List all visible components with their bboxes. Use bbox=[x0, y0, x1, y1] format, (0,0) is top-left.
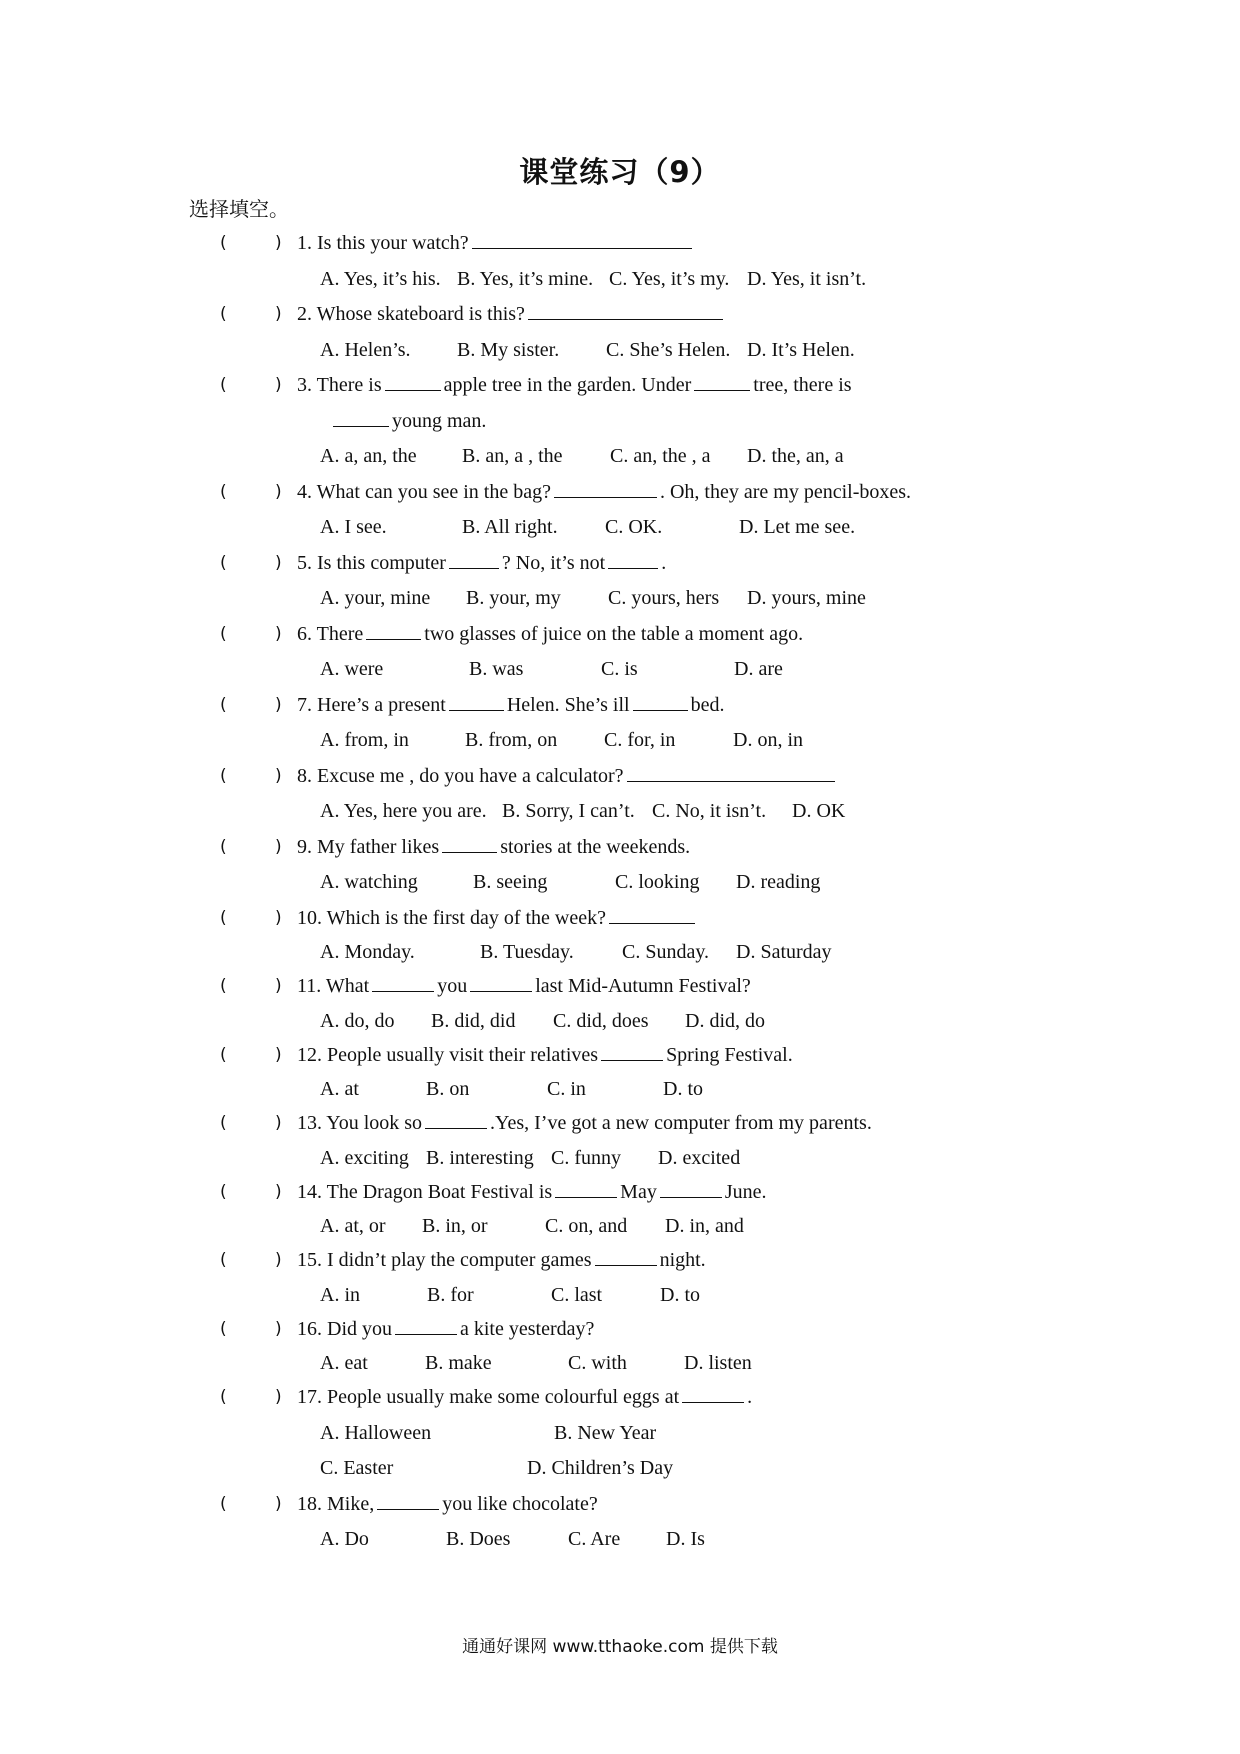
option-d: D. OK bbox=[792, 800, 846, 822]
question-text-segment: 10. Which is the first day of the week? bbox=[297, 906, 606, 929]
question-line bbox=[0, 617, 1240, 653]
option-b: B. an, a , the bbox=[462, 445, 563, 467]
answer-blank bbox=[528, 301, 723, 320]
page-footer: 通通好课网 www.tthaoke.com 提供下载 bbox=[462, 1637, 778, 1657]
question-continuation-line bbox=[0, 404, 1240, 440]
answer-paren-open[interactable]: ( bbox=[220, 976, 227, 996]
option-row bbox=[0, 1005, 1240, 1038]
option-c: C. Sunday. bbox=[622, 941, 710, 963]
question-text bbox=[297, 1243, 706, 1279]
question-text-segment: stories at the weekends. bbox=[500, 835, 691, 858]
answer-blank bbox=[472, 230, 692, 249]
question-text bbox=[297, 1312, 594, 1348]
option-b: B. in, or bbox=[422, 1215, 488, 1237]
option-a: A. your, mine bbox=[320, 587, 431, 609]
option-row bbox=[0, 1279, 1240, 1312]
answer-paren-close: ) bbox=[275, 623, 282, 644]
answer-paren-open[interactable]: ( bbox=[220, 1250, 227, 1270]
answer-paren-close: ) bbox=[275, 694, 282, 715]
question-text-segment: 1. Is this your watch? bbox=[297, 232, 469, 254]
answer-paren-close: ) bbox=[275, 907, 282, 928]
question-text-segment: 11. What bbox=[297, 975, 370, 997]
answer-paren-open[interactable]: ( bbox=[220, 1044, 227, 1065]
question-text-segment: last Mid-Autumn Festival? bbox=[535, 975, 751, 997]
question-text-segment: Spring Festival. bbox=[666, 1043, 793, 1066]
option-b: B. Sorry, I can’t. bbox=[502, 800, 635, 822]
option-b: B. make bbox=[425, 1352, 492, 1374]
question-text-segment: 3. There is bbox=[297, 374, 382, 396]
option-b: B. All right. bbox=[462, 516, 558, 538]
answer-paren-close: ) bbox=[275, 1493, 282, 1514]
answer-paren-close: ) bbox=[275, 1181, 282, 1202]
answer-paren-open[interactable]: ( bbox=[220, 375, 227, 395]
option-d: D. are bbox=[734, 658, 783, 680]
option-b: B. Does bbox=[446, 1528, 511, 1550]
question-text-segment: 17. People usually make some colourful eggs at bbox=[297, 1386, 680, 1408]
question-text-segment: 18. Mike, bbox=[297, 1492, 375, 1515]
question-text bbox=[297, 901, 698, 937]
option-d: D. Children’s Day bbox=[527, 1457, 674, 1479]
instruction-text: 选择填空。 bbox=[189, 197, 289, 221]
option-a: A. at bbox=[320, 1078, 359, 1100]
answer-paren-close: ) bbox=[275, 375, 282, 395]
option-d: D. the, an, a bbox=[747, 445, 844, 467]
answer-paren-close: ) bbox=[275, 481, 282, 502]
option-c: C. Yes, it’s my. bbox=[609, 267, 730, 290]
question-text-segment: 5. Is this computer bbox=[297, 551, 446, 574]
option-b: B. your, my bbox=[466, 587, 561, 609]
answer-paren-open[interactable]: ( bbox=[220, 1387, 227, 1407]
answer-paren-close: ) bbox=[275, 552, 282, 573]
option-b: B. Yes, it’s mine. bbox=[457, 267, 594, 290]
question-line bbox=[0, 475, 1240, 511]
option-row bbox=[0, 1416, 1240, 1452]
question-text-segment: tree, there is bbox=[753, 374, 852, 396]
option-b: B. My sister. bbox=[457, 338, 560, 361]
question-text bbox=[297, 546, 666, 582]
question-line bbox=[0, 759, 1240, 795]
question-text bbox=[297, 1487, 598, 1523]
question-text bbox=[297, 297, 726, 333]
answer-blank bbox=[377, 1491, 439, 1510]
answer-blank bbox=[449, 550, 499, 569]
option-a: A. from, in bbox=[320, 729, 409, 751]
question-line bbox=[0, 1038, 1240, 1074]
answer-paren-open[interactable]: ( bbox=[220, 836, 227, 857]
answer-blank bbox=[608, 550, 658, 569]
option-a: A. exciting bbox=[320, 1146, 409, 1169]
question-line bbox=[0, 297, 1240, 333]
option-a: A. Yes, it’s his. bbox=[320, 267, 441, 290]
question-list bbox=[0, 226, 1240, 1558]
option-d: D. listen bbox=[684, 1352, 752, 1374]
answer-blank bbox=[554, 479, 657, 498]
question-text bbox=[297, 1175, 767, 1211]
option-d: D. Let me see. bbox=[739, 516, 856, 538]
question-text bbox=[297, 969, 751, 1005]
question-text-segment: 13. You look so bbox=[297, 1112, 423, 1134]
option-d: D. Saturday bbox=[736, 941, 832, 963]
question-line bbox=[0, 969, 1240, 1005]
option-c: C. Are bbox=[568, 1528, 621, 1550]
option-d: D. excited bbox=[658, 1146, 741, 1169]
question-line bbox=[0, 1312, 1240, 1348]
option-c: C. She’s Helen. bbox=[606, 338, 731, 361]
option-row bbox=[0, 723, 1240, 759]
answer-paren-open[interactable]: ( bbox=[220, 1493, 227, 1514]
option-a: A. eat bbox=[320, 1352, 368, 1374]
question-text-segment: . bbox=[747, 1386, 753, 1408]
option-d: D. did, do bbox=[685, 1009, 765, 1032]
option-d: D. Is bbox=[666, 1528, 705, 1550]
option-a: A. Monday. bbox=[320, 941, 415, 963]
question-text-segment: 7. Here’s a present bbox=[297, 693, 446, 716]
question-text-segment: young man. bbox=[392, 409, 487, 432]
option-d: D. to bbox=[663, 1078, 703, 1100]
option-a: A. do, do bbox=[320, 1009, 395, 1032]
option-row bbox=[0, 1142, 1240, 1175]
option-row bbox=[0, 652, 1240, 688]
question-line bbox=[0, 1243, 1240, 1279]
answer-paren-close: ) bbox=[275, 1387, 282, 1407]
option-row bbox=[0, 439, 1240, 475]
question-text-segment: May bbox=[620, 1180, 657, 1203]
option-d: D. Yes, it isn’t. bbox=[747, 267, 867, 290]
option-a: A. Yes, here you are. bbox=[320, 800, 487, 822]
option-c: C. is bbox=[601, 658, 638, 680]
question-line bbox=[0, 1380, 1240, 1416]
option-c: C. yours, hers bbox=[608, 587, 720, 609]
option-row bbox=[0, 1210, 1240, 1243]
answer-paren-open[interactable]: ( bbox=[220, 233, 227, 253]
option-row bbox=[0, 1073, 1240, 1106]
answer-blank bbox=[694, 372, 750, 391]
answer-paren-open[interactable]: ( bbox=[220, 1113, 227, 1133]
question-text bbox=[297, 475, 911, 511]
option-row bbox=[0, 333, 1240, 369]
question-text-segment: June. bbox=[724, 1180, 767, 1203]
answer-blank bbox=[609, 905, 695, 924]
option-a: A. at, or bbox=[320, 1215, 386, 1237]
answer-paren-open[interactable]: ( bbox=[220, 1318, 227, 1339]
option-row bbox=[0, 936, 1240, 969]
option-b: B. was bbox=[469, 658, 524, 680]
question-text-segment: Helen. She’s ill bbox=[506, 693, 630, 716]
answer-blank bbox=[372, 973, 434, 992]
option-a: A. Halloween bbox=[320, 1421, 432, 1444]
question-line bbox=[0, 1106, 1240, 1142]
answer-paren-open[interactable]: ( bbox=[220, 1181, 227, 1202]
option-row bbox=[0, 1522, 1240, 1558]
question-text bbox=[297, 1038, 793, 1074]
answer-paren-open[interactable]: ( bbox=[220, 304, 227, 324]
option-b: B. for bbox=[427, 1283, 474, 1306]
question-text-segment: .Yes, I’ve got a new computer from my parents. bbox=[490, 1112, 872, 1134]
answer-blank bbox=[601, 1042, 663, 1061]
answer-blank bbox=[425, 1110, 487, 1129]
option-a: A. Do bbox=[320, 1528, 369, 1550]
option-d: D. to bbox=[660, 1283, 700, 1306]
option-row bbox=[0, 581, 1240, 617]
answer-paren-open[interactable]: ( bbox=[220, 694, 227, 715]
option-c: C. for, in bbox=[604, 729, 676, 751]
answer-paren-close: ) bbox=[275, 1250, 282, 1270]
question-text-segment: bed. bbox=[690, 693, 725, 716]
option-row bbox=[0, 794, 1240, 830]
question-text-segment: ? No, it’s not bbox=[501, 551, 606, 574]
option-b: B. Tuesday. bbox=[480, 941, 574, 963]
option-a: A. watching bbox=[320, 871, 418, 893]
option-b: B. New Year bbox=[554, 1421, 657, 1444]
question-line bbox=[0, 546, 1240, 582]
question-text-segment: . bbox=[661, 551, 667, 574]
option-c: C. last bbox=[551, 1283, 603, 1306]
option-a: A. Helen’s. bbox=[320, 338, 411, 361]
question-text-segment: . Oh, they are my pencil-boxes. bbox=[659, 480, 912, 503]
option-c: C. Easter bbox=[320, 1457, 394, 1479]
option-b: B. from, on bbox=[465, 729, 558, 751]
question-text-segment: a kite yesterday? bbox=[460, 1317, 595, 1340]
answer-blank bbox=[633, 692, 688, 711]
question-text-segment: 14. The Dragon Boat Festival is bbox=[297, 1180, 553, 1203]
option-c: C. on, and bbox=[545, 1215, 628, 1237]
question-text-segment: 15. I didn’t play the computer games bbox=[297, 1249, 592, 1271]
answer-blank bbox=[682, 1384, 744, 1403]
question-text bbox=[297, 759, 838, 795]
answer-paren-open[interactable]: ( bbox=[220, 765, 227, 786]
question-text-segment: 9. My father likes bbox=[297, 835, 440, 858]
page-title: 课堂练习（9） bbox=[519, 155, 721, 189]
option-c: C. looking bbox=[615, 871, 700, 893]
answer-blank bbox=[627, 763, 835, 782]
answer-blank bbox=[395, 1316, 457, 1335]
answer-blank bbox=[660, 1179, 722, 1198]
question-line bbox=[0, 226, 1240, 262]
option-b: B. did, did bbox=[431, 1009, 516, 1032]
option-b: B. seeing bbox=[473, 871, 548, 893]
answer-paren-close: ) bbox=[275, 1044, 282, 1065]
option-a: A. were bbox=[320, 658, 384, 680]
option-c: C. in bbox=[547, 1078, 586, 1100]
option-a: A. I see. bbox=[320, 516, 387, 538]
question-text-segment: two glasses of juice on the table a moment ago. bbox=[424, 622, 804, 645]
question-text-segment: 4. What can you see in the bag? bbox=[297, 480, 551, 503]
question-text-segment: you bbox=[437, 975, 468, 997]
option-row bbox=[0, 865, 1240, 901]
answer-paren-open[interactable]: ( bbox=[220, 623, 227, 644]
question-line bbox=[0, 368, 1240, 404]
question-text-segment: 12. People usually visit their relatives bbox=[297, 1043, 599, 1066]
option-d: D. on, in bbox=[733, 729, 803, 751]
answer-blank bbox=[366, 621, 421, 640]
option-row bbox=[0, 1347, 1240, 1380]
question-text-segment: 8. Excuse me , do you have a calculator? bbox=[297, 764, 624, 787]
option-d: D. yours, mine bbox=[747, 587, 866, 609]
option-c: C. funny bbox=[551, 1146, 621, 1169]
question-text bbox=[297, 688, 724, 724]
question-text-segment: you like chocolate? bbox=[442, 1492, 598, 1515]
option-c: C. OK. bbox=[605, 516, 663, 538]
question-line bbox=[0, 901, 1240, 937]
question-continuation-text bbox=[330, 404, 486, 440]
question-text bbox=[297, 368, 852, 404]
option-c: C. did, does bbox=[553, 1009, 649, 1032]
answer-blank bbox=[595, 1247, 657, 1266]
answer-blank bbox=[442, 834, 497, 853]
answer-blank bbox=[385, 372, 441, 391]
question-text bbox=[297, 830, 690, 866]
question-line bbox=[0, 1175, 1240, 1211]
option-a: A. in bbox=[320, 1283, 360, 1306]
question-text-segment: 6. There bbox=[297, 622, 364, 645]
option-row bbox=[0, 510, 1240, 546]
answer-paren-close: ) bbox=[275, 233, 282, 253]
answer-paren-close: ) bbox=[275, 1318, 282, 1339]
answer-paren-open[interactable]: ( bbox=[220, 907, 227, 928]
option-c: C. an, the , a bbox=[610, 445, 711, 467]
answer-paren-close: ) bbox=[275, 976, 282, 996]
option-b: B. on bbox=[426, 1078, 470, 1100]
answer-paren-close: ) bbox=[275, 836, 282, 857]
question-line bbox=[0, 830, 1240, 866]
answer-blank bbox=[449, 692, 504, 711]
answer-paren-close: ) bbox=[275, 304, 282, 324]
answer-paren-open[interactable]: ( bbox=[220, 552, 227, 573]
answer-blank bbox=[470, 973, 532, 992]
answer-paren-close: ) bbox=[275, 765, 282, 786]
answer-blank bbox=[333, 408, 389, 427]
option-b: B. interesting bbox=[426, 1146, 534, 1169]
question-text-segment: apple tree in the garden. Under bbox=[443, 374, 692, 396]
question-text bbox=[297, 617, 803, 653]
question-text bbox=[297, 1380, 752, 1416]
option-row bbox=[0, 262, 1240, 298]
option-d: D. in, and bbox=[665, 1215, 744, 1237]
option-d: D. reading bbox=[736, 871, 821, 893]
answer-blank bbox=[555, 1179, 617, 1198]
question-text-segment: 2. Whose skateboard is this? bbox=[297, 303, 525, 325]
option-d: D. It’s Helen. bbox=[747, 338, 855, 361]
question-text-segment: 16. Did you bbox=[297, 1317, 392, 1340]
option-c: C. No, it isn’t. bbox=[652, 800, 767, 822]
question-text bbox=[297, 226, 695, 262]
option-a: A. a, an, the bbox=[320, 445, 417, 467]
option-row bbox=[0, 1451, 1240, 1487]
answer-paren-close: ) bbox=[275, 1113, 282, 1133]
question-text bbox=[297, 1106, 872, 1142]
question-line bbox=[0, 1487, 1240, 1523]
question-text-segment: night. bbox=[659, 1249, 706, 1271]
question-line bbox=[0, 688, 1240, 724]
option-c: C. with bbox=[568, 1352, 627, 1374]
answer-paren-open[interactable]: ( bbox=[220, 481, 227, 502]
